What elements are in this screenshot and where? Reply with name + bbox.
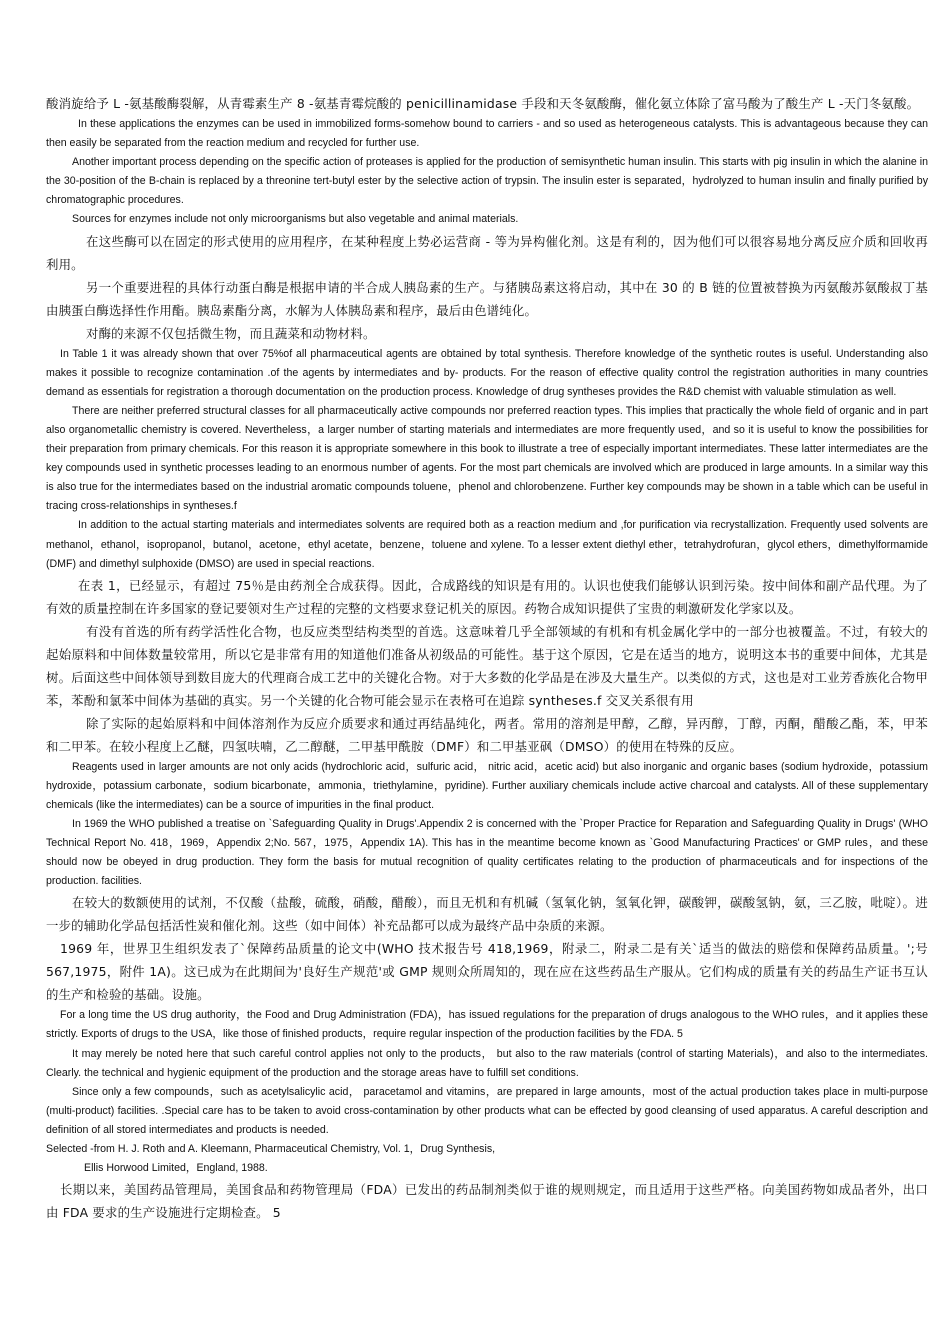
paragraph-en-immobilized-enzymes: In these applications the enzymes can be used in immobilized forms-somehow bound to carriers - and so used as heterogeneous catalysts. This is advantageous because they can then easily be separated from the reaction medium and recycled for further use. [46,118,928,150]
paragraph-en-reagents: Reagents used in larger amounts are not only acids (hydrochloric acid，sulfuric acid， nitric acid，acetic acid) but also inorganic and organic bases (sodium hydroxide，potassium hydroxide，potassium carbonate，sodium bicarbonate，ammonia，triethylamine，pyridine). Further auxiliary chemicals include active charcoal and catalysts. All of these supplementary chemicals (like the intermediates) can be a source of impurities in the final product. [46,760,928,811]
paragraph-en-multipurpose-facilities: Since only a few compounds，such as acetylsalicylic acid， paracetamol and vitamins，are prepared in large amounts，most of the actual production takes place in multi-purpose (multi-product) facilities. .Special care has to be taken to avoid cross-contamination by other products what can be effected by good cleansing of used apparatus. A careful description and definition of all stored intermediates and products is needed. [46,1085,928,1136]
paragraph-en-total-synthesis: In Table 1 it was already shown that over 75%of all pharmaceutical agents are obtained by total synthesis. Therefore knowledge of the synthetic routes is useful. Understanding also makes it possible to recognize contamination .of the agents by intermediates and by- products. For the reason of effective quality control the registration authorities in many countries demand as essentials for registration a thorough documentation on the production process. Knowledge of drug syntheses provides the R&D chemist with valuable stimulation as well. [46,347,928,398]
document-body [46,92,928,1224]
paragraph-en-enzyme-sources: Sources for enzymes include not only microorganisms but also vegetable and animal materials. [72,213,519,226]
paragraph-zh-solvents: 除了实际的起始原料和中间体溶剂作为反应介质要求和通过再结晶纯化，两者。常用的溶剂是甲醇，乙醇，异丙醇，丁醇，丙酮，醋酸乙酯，苯，甲苯和二甲苯。在较小程度上乙醚，四氢呋喃，乙二醇醚，二甲基甲酰胺（DMF）和二甲基亚砜（DMSO）的使用在特殊的反应。 [46,715,928,754]
paragraph-zh-reagents: 在较大的数额使用的试剂，不仅酸（盐酸，硫酸，硝酸，醋酸），而且无机和有机碱（氢氧化钠，氢氧化钾，碳酸钾，碳酸氢钠，氨，三乙胺，吡啶）。进一步的辅助化学品包括活性炭和催化剂。这些（如中间体）补充品都可以成为最终产品中杂质的来源。 [46,895,928,934]
paragraph-en-fda: For a long time the US drug authority，the Food and Drug Administration (FDA)，has issued regulations for the preparation of drugs analogous to the WHO rules，and it applies these strictly. Exports of drugs to the USA，like those of finished products，require regular inspection of the production facilities by the FDA. 5 [46,1009,928,1041]
paragraph-zh-insulin-process: 另一个重要进程的具体行动蛋白酶是根据申请的半合成人胰岛素的生产。与猪胰岛素这将启动，其中在 30 的 B 链的位置被替换为丙氨酸苏氨酸叔丁基由胰蛋白酶选择性作用酯。胰岛素酯分离，水解为人体胰岛素和程序，最后由色谱纯化。 [46,279,928,318]
paragraph-en-insulin-process: Another important process depending on the specific action of proteases is applied for the production of semisynthetic human insulin. This starts with pig insulin in which the alanine in the 30-position of the B-chain is replaced by a threonine tert-butyl ester by the selective action of trypsin. The insulin ester is separated，hydrolyzed to human insulin and finally purified by chromatographic procedures. [46,156,928,207]
paragraph-zh-fda: 长期以来，美国药品管理局，美国食品和药物管理局（FDA）已发出的药品制剂类似于谁的规则规定，而且适用于这些严格。向美国药物如成品者外，出口由 FDA 要求的生产设施进行定期检查。 5 [46,1182,928,1221]
paragraph-en-solvents: In addition to the actual starting materials and intermediates solvents are required both as a reaction medium and ,for purification via recrystallization. Frequently used solvents are methanol，ethanol，isopropanol，butanol，acetone，ethyl acetate，benzene，toluene and xylene. To a lesser extent diethyl ether，tetrahydrofuran，glycol ethers，dimethylformamide (DMF) and dimethyl sulphoxide (DMSO) are used in special reactions. [46,519,928,570]
source-citation-line1: Selected -from H. J. Roth and A. Kleemann, Pharmaceutical Chemistry, Vol. 1，Drug Synthesis, [46,1143,496,1155]
paragraph-en-who-gmp: In 1969 the WHO published a treatise on `Safeguarding Quality in Drugs'.Appendix 2 is concerned with the `Proper Practice for Reparation and Safeguarding Quality in Drugs' (WHO Technical Report No. 418，1969，Appendix 2;No. 567，1975，Appendix 1A). This has in the meantime become known as `Good Manufacturing Practices' or GMP rules，and these should now be obeyed in drug production. They form the basis for mutual recognition of quality certificates relating to the production of pharmaceuticals and for inspections of the production. facilities. [46,817,928,888]
paragraph-zh-enzyme-intro: 酸消旋给予 L -氨基酸酶裂解，从青霉素生产 8 -氨基青霉烷酸的 penicillinamidase 手段和天冬氨酸酶，催化氨立体除了富马酸为了酸生产 L -天门冬氨酸。 [46,96,920,111]
paragraph-en-careful-control: It may merely be noted here that such careful control applies not only to the products， but also to the raw materials (control of starting Materials)，and also to the intermediates. Clearly. the technical and hygienic equipment of the production and the storage areas have to fulfill set conditions. [46,1047,928,1079]
paragraph-en-intermediates: There are neither preferred structural classes for all pharmaceutically active compounds nor preferred reaction types. This implies that practically the whole field of organic and in part also organometallic chemistry is covered. Nevertheless，a larger number of starting materials and intermediates are more frequently used，and so it is useful to know the possibilities for their preparation from primary chemicals. For this reason it is appropriate somewhere in this book to illustrate a tree of especially important intermediates. These latter intermediates are the key compounds used in synthetic processes leading to an enormous number of agents. For the most part chemicals are involved which are produced in large amounts. In a similar way this is also true for the intermediates based on the industrial aromatic compounds toluene，phenol and chlorobenzene. Further key compounds may be shown in a table which can be useful in tracing cross-relationships in syntheses.f [46,404,928,513]
paragraph-zh-immobilized-enzymes: 在这些酶可以在固定的形式使用的应用程序，在某种程度上势必运营商 - 等为异构催化剂。这是有利的，因为他们可以很容易地分离反应介质和回收再利用。 [46,233,928,272]
paragraph-zh-who-gmp: 1969 年，世界卫生组织发表了`保障药品质量的论文中(WHO 技术报告号 418,1969，附录二，附录二是有关`适当的做法的赔偿和保障药品质量。';号 567,1975，附件 1A)。这已成为在此期间为'良好生产规范'或 GMP 规则众所周知的，现在应在这些药品生产服从。它们构成的质量有关的药品生产证书互认的生产和检验的基础。设施。 [46,941,928,1003]
paragraph-zh-intermediates: 有没有首选的所有药学活性化合物，也反应类型结构类型的首选。这意味着几乎全部领域的有机和有机金属化学中的一部分也被覆盖。不过，有较大的起始原料和中间体数量较常用，所以它是非常有用的知道他们准备从初级品的可能性。基于这个原因，它是在适当的地方，说明这本书的重要中间体，尤其是树。后面这些中间体领导到数目庞大的代理商合成工艺中的关键化合物。对于大多数的化学品是在涉及大量生产。以类似的方式，这也是对工业芳香族化合物甲苯，苯酚和氯苯中间体为基础的真实。另一个关键的化合物可能会显示在表格可在追踪 syntheses.f 交叉关系很有用 [46,623,928,708]
paragraph-zh-enzyme-sources: 对酶的来源不仅包括微生物，而且蔬菜和动物材料。 [86,325,376,341]
source-citation-line2: Ellis Horwood Limited，England, 1988. [84,1162,268,1175]
paragraph-zh-total-synthesis: 在表 1，已经显示，有超过 75％是由药剂全合成获得。因此，合成路线的知识是有用的。认识也使我们能够认识到污染。按中间体和副产品代理。为了有效的质量控制在许多国家的登记要领对生产过程的完整的文档要求登记机关的原因。药物合成知识提供了宝贵的刺激研发化学家以及。 [46,577,928,616]
